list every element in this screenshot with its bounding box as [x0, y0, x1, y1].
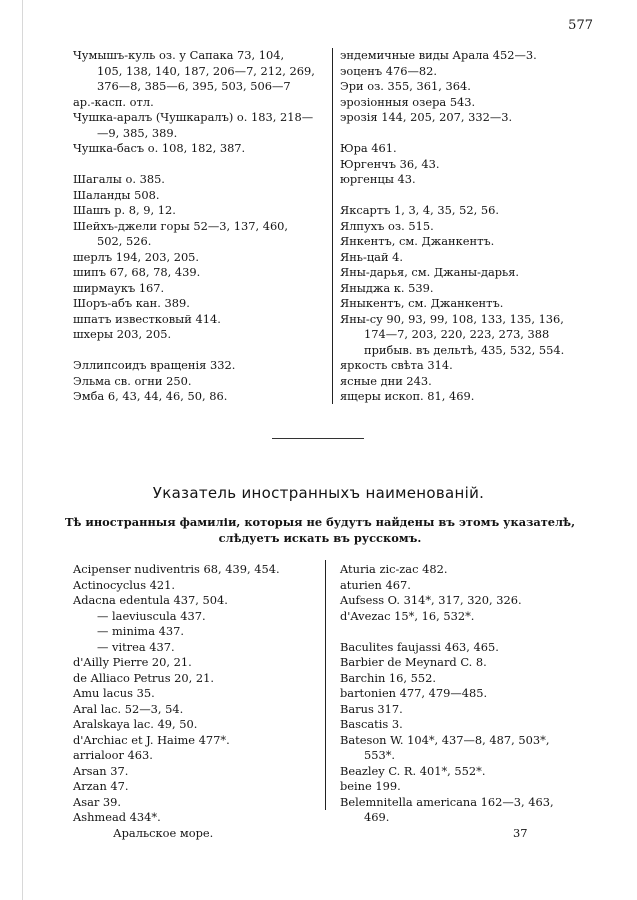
footer-signature: Аральское море. [113, 826, 214, 840]
index-entry: 174—7, 203, 220, 223, 273, 388 [364, 327, 550, 341]
russian-index-right-column [340, 48, 600, 405]
index-entry: шпатъ известковый 414. [73, 311, 221, 326]
index-entry: d'Archiac et J. Haime 477*. [73, 732, 230, 747]
subtitle-line: Тѣ иностранныя фамиліи, которыя не будутъ найдены въ этомъ указателѣ, [64, 515, 576, 529]
index-entry: arrialoor 463. [73, 748, 153, 762]
footer-sheet-number: 37 [513, 826, 528, 840]
index-entry: Barbier de Meynard C. 8. [340, 655, 487, 669]
section-title: Указатель иностранныхъ наименованій. [152, 484, 485, 502]
index-entry: ширмаукъ 167. [73, 280, 165, 295]
index-entry: — vitrea 437. [97, 639, 175, 654]
index-entry: bartonien 477, 479—485. [340, 686, 488, 700]
index-entry: шипъ 67, 68, 78, 439. [73, 265, 201, 279]
index-entry: Юра 461. [340, 141, 397, 155]
index-entry: Янкентъ, см. Джанкентъ. [340, 234, 495, 248]
index-entry: Aralskaya lac. 49, 50. [73, 717, 198, 731]
index-entry: Чумышъ-куль оз. у Сапака 73, 104, [73, 48, 285, 62]
page-edge [22, 0, 23, 900]
index-entry: —9, 385, 389. [97, 125, 178, 140]
blank-line [73, 343, 325, 359]
index-entry: ар.-касп. отл. [73, 94, 154, 109]
index-entry: aturien 467. [340, 577, 411, 592]
index-entry: Янь-цай 4. [340, 249, 404, 264]
index-entry: Шоръ-абъ кан. 389. [73, 296, 190, 310]
index-entry: d'Avezac 15*, 16, 532*. [340, 608, 475, 623]
index-entry: — laeviuscula 437. [97, 608, 206, 623]
column-divider-lower [325, 560, 326, 810]
index-entry: эоценъ 476—82. [340, 63, 438, 78]
index-entry: Эльма св. огни 250. [73, 373, 192, 388]
russian-index-left-column [73, 48, 325, 405]
index-entry: Arsan 37. [73, 763, 129, 778]
index-entry: Яныджа к. 539. [340, 280, 434, 295]
index-entry: Barchin 16, 552. [340, 670, 437, 685]
index-entry: Шагалы о. 385. [73, 172, 165, 186]
index-entry: прибыв. въ дельтѣ, 435, 532, 554. [364, 342, 565, 357]
index-entry: шерлъ 194, 203, 205. [73, 249, 200, 264]
index-entry: яркость свѣта 314. [340, 358, 453, 372]
index-entry: Amu lacus 35. [73, 686, 155, 700]
index-entry: d'Ailly Pierre 20, 21. [73, 655, 192, 669]
index-entry: Bascatis 3. [340, 717, 403, 731]
index-entry: Aufsess O. 314*, 317, 320, 326. [340, 593, 522, 607]
index-entry: Asar 39. [73, 794, 122, 809]
foreign-index-left-column [73, 562, 318, 826]
index-entry: 553*. [364, 748, 396, 762]
index-entry: Яны-дарья, см. Джаны-дарья. [340, 265, 520, 279]
index-entry: Эллипсоидъ вращенія 332. [73, 358, 236, 372]
index-entry: Чушка-аралъ (Чушкаралъ) о. 183, 218— [73, 110, 314, 124]
index-entry: Aral lac. 52—3, 54. [73, 701, 184, 716]
index-entry: ясные дни 243. [340, 373, 432, 388]
subtitle-line: слѣдуетъ искать въ русскомъ. [218, 530, 422, 545]
index-entry: Actinocyclus 421. [73, 577, 176, 592]
index-entry: 376—8, 385—6, 395, 503, 506—7 [97, 79, 291, 93]
index-entry: Яксартъ 1, 3, 4, 35, 52, 56. [340, 203, 500, 217]
blank-line [340, 188, 600, 204]
index-entry: Эри оз. 355, 361, 364. [340, 79, 471, 93]
index-entry: Adacna edentula 437, 504. [73, 593, 228, 607]
index-entry: Чушка-басъ о. 108, 182, 387. [73, 141, 246, 155]
foreign-index-right-column [340, 562, 605, 826]
section-divider [272, 438, 364, 439]
index-entry: Шашъ р. 8, 9, 12. [73, 203, 176, 217]
index-entry: эрозіонныя озера 543. [340, 94, 476, 109]
index-entry: шхеры 203, 205. [73, 327, 172, 341]
index-entry: Acipenser nudiventris 68, 439, 454. [73, 562, 280, 576]
section-subtitle [60, 515, 580, 546]
index-entry: эрозія 144, 205, 207, 332—3. [340, 110, 513, 124]
page-number: 577 [568, 18, 593, 33]
index-entry: эндемичные виды Арала 452—3. [340, 48, 537, 62]
index-entry: Эмба 6, 43, 44, 46, 50, 86. [73, 389, 228, 403]
index-entry: юргенцы 43. [340, 172, 416, 186]
index-entry: 105, 138, 140, 187, 206—7, 212, 269, [97, 63, 315, 78]
blank-line [340, 624, 605, 640]
blank-line [73, 157, 325, 173]
column-divider-upper [332, 48, 333, 404]
index-entry: Ялпухъ оз. 515. [340, 218, 434, 233]
index-entry: Barus 317. [340, 701, 403, 716]
index-entry: Aturia zic-zac 482. [340, 562, 448, 576]
index-entry: Яны-су 90, 93, 99, 108, 133, 135, 136, [340, 311, 564, 326]
index-entry: Яныкентъ, см. Джанкентъ. [340, 296, 504, 310]
index-entry: Belemnitella americana 162—3, 463, [340, 794, 554, 809]
index-entry: ящеры ископ. 81, 469. [340, 389, 475, 403]
index-entry: Arzan 47. [73, 779, 129, 793]
index-entry: Шейхъ-джели горы 52—3, 137, 460, [73, 218, 289, 233]
index-entry: 469. [364, 810, 390, 824]
index-entry: beine 199. [340, 779, 401, 793]
index-entry: Bateson W. 104*, 437—8, 487, 503*, [340, 732, 550, 747]
index-entry: Ashmead 434*. [73, 810, 161, 824]
index-entry: de Alliaco Petrus 20, 21. [73, 670, 215, 685]
index-entry: Шаланды 508. [73, 187, 160, 202]
index-entry: 502, 526. [97, 234, 152, 248]
index-entry: — minima 437. [97, 624, 185, 638]
index-entry: Baculites faujassi 463, 465. [340, 639, 499, 654]
blank-line [340, 126, 600, 142]
index-entry: Юргенчъ 36, 43. [340, 156, 440, 171]
index-entry: Beazley C. R. 401*, 552*. [340, 763, 486, 778]
